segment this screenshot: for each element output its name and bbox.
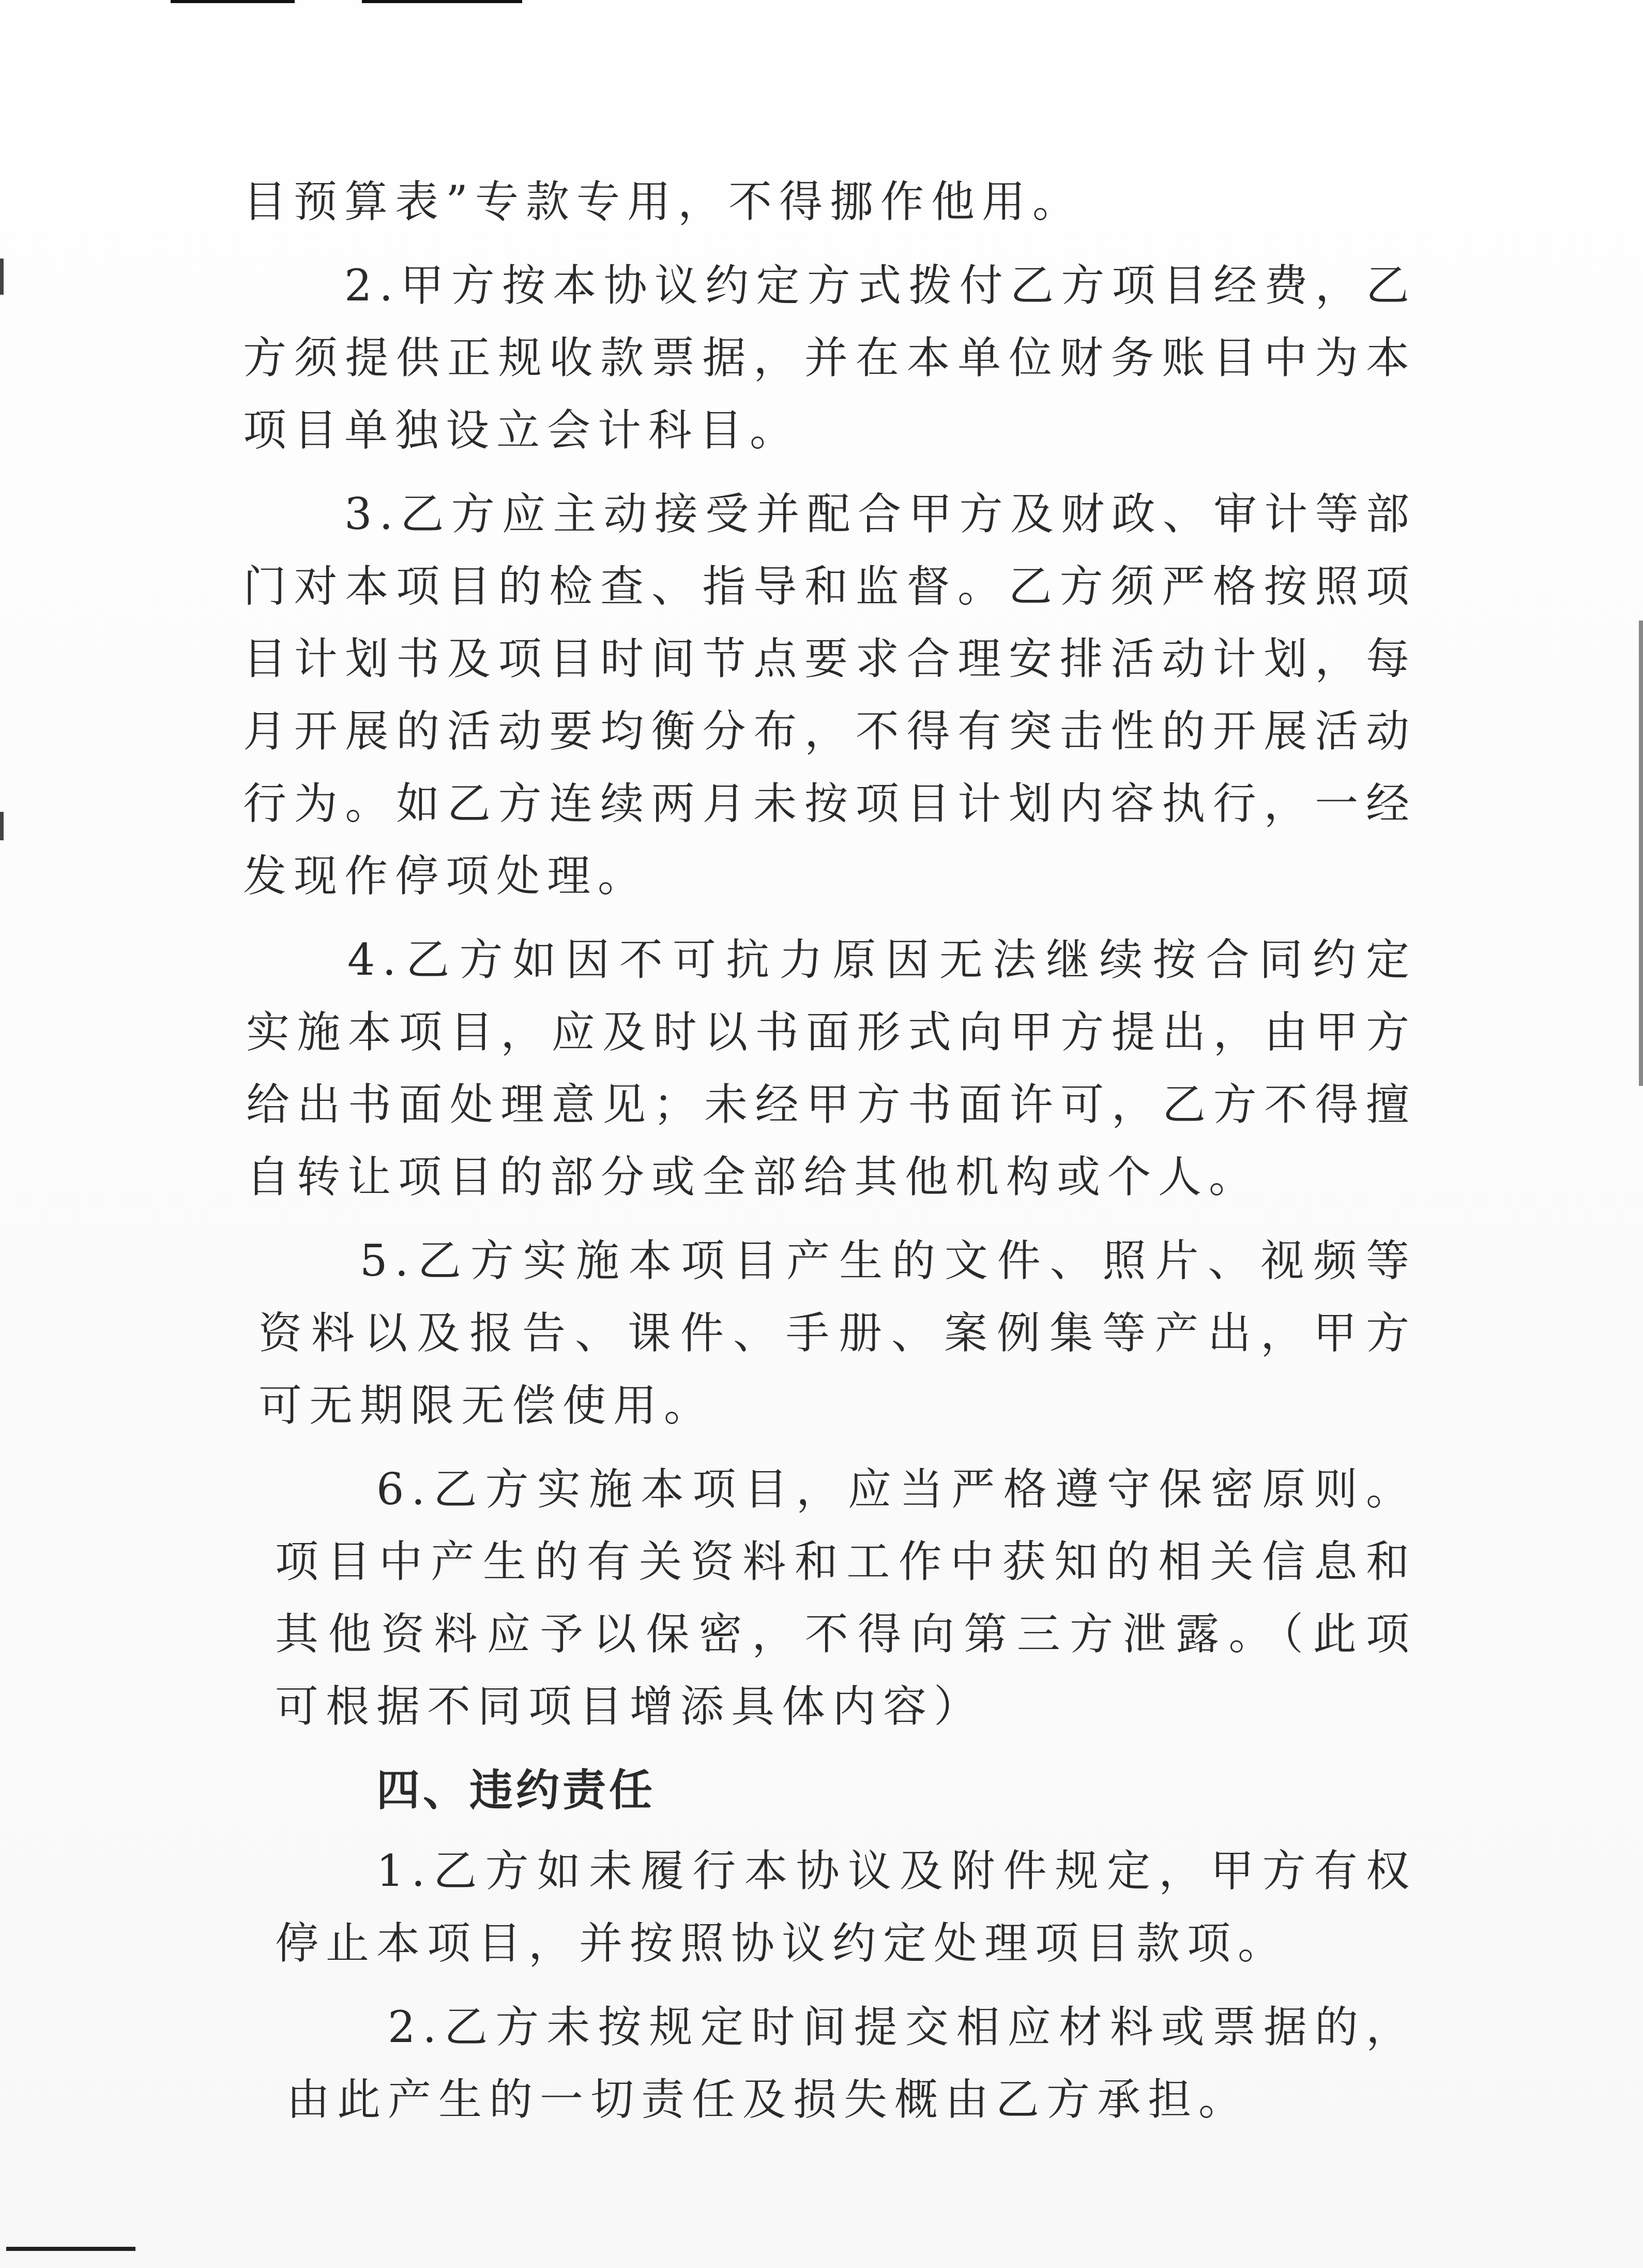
paragraph-continuation: 目预算表”专款专用，不得挪作他用。 <box>243 176 1083 227</box>
section-heading-breach-liability: 四、违约责任 <box>376 1765 656 1816</box>
scan-artifact <box>0 259 4 295</box>
paragraph-item-4: 4.乙方如因不可抗力原因无法继续按合同约定实施本项目，应及时以书面形式向甲方提出，由甲方给出书面处理意见；未经甲方书面许可，乙方不得擅自转让项目的部分或全部给其他机构或个人。 <box>246 934 1417 1202</box>
paragraph-item-3: 3.乙方应主动接受并配合甲方及财政、审计等部门对本项目的检查、指导和监督。乙方须严格按照项目计划书及项目时间节点要求合理安排活动计划，每月开展的活动要均衡分布，不得有突击性的开展活动行为。如乙方连续两月未按项目计划内容执行，一经发现作停项处理。 <box>243 489 1417 901</box>
paragraph-item-5: 5.乙方实施本项目产生的文件、照片、视频等资料以及报告、课件、手册、案例集等产出，甲方可无期限无偿使用。 <box>258 1235 1417 1431</box>
paragraph-breach-1: 1.乙方如未履行本协议及附件规定，甲方有权停止本项目，并按照协议约定处理项目款项。 <box>275 1846 1417 1969</box>
scan-artifact <box>1639 621 1643 1086</box>
scan-artifact <box>0 812 4 840</box>
scan-artifact <box>171 0 295 3</box>
paragraph-item-6: 6.乙方实施本项目，应当严格遵守保密原则。项目中产生的有关资料和工作中获知的相关信息和其他资料应予以保密，不得向第三方泄露。（此项可根据不同项目增添具体内容） <box>275 1464 1417 1732</box>
scan-artifact <box>362 0 522 3</box>
paragraph-item-2: 2.甲方按本协议约定方式拨付乙方项目经费，乙方须提供正规收款票据，并在本单位财务账目中为本项目单独设立会计科目。 <box>243 260 1417 456</box>
document-body <box>243 165 1417 2147</box>
scan-artifact <box>6 2247 135 2251</box>
paragraph-breach-2: 2.乙方未按规定时间提交相应材料或票据的，由此产生的一切责任及损失概由乙方承担。 <box>286 2002 1417 2125</box>
